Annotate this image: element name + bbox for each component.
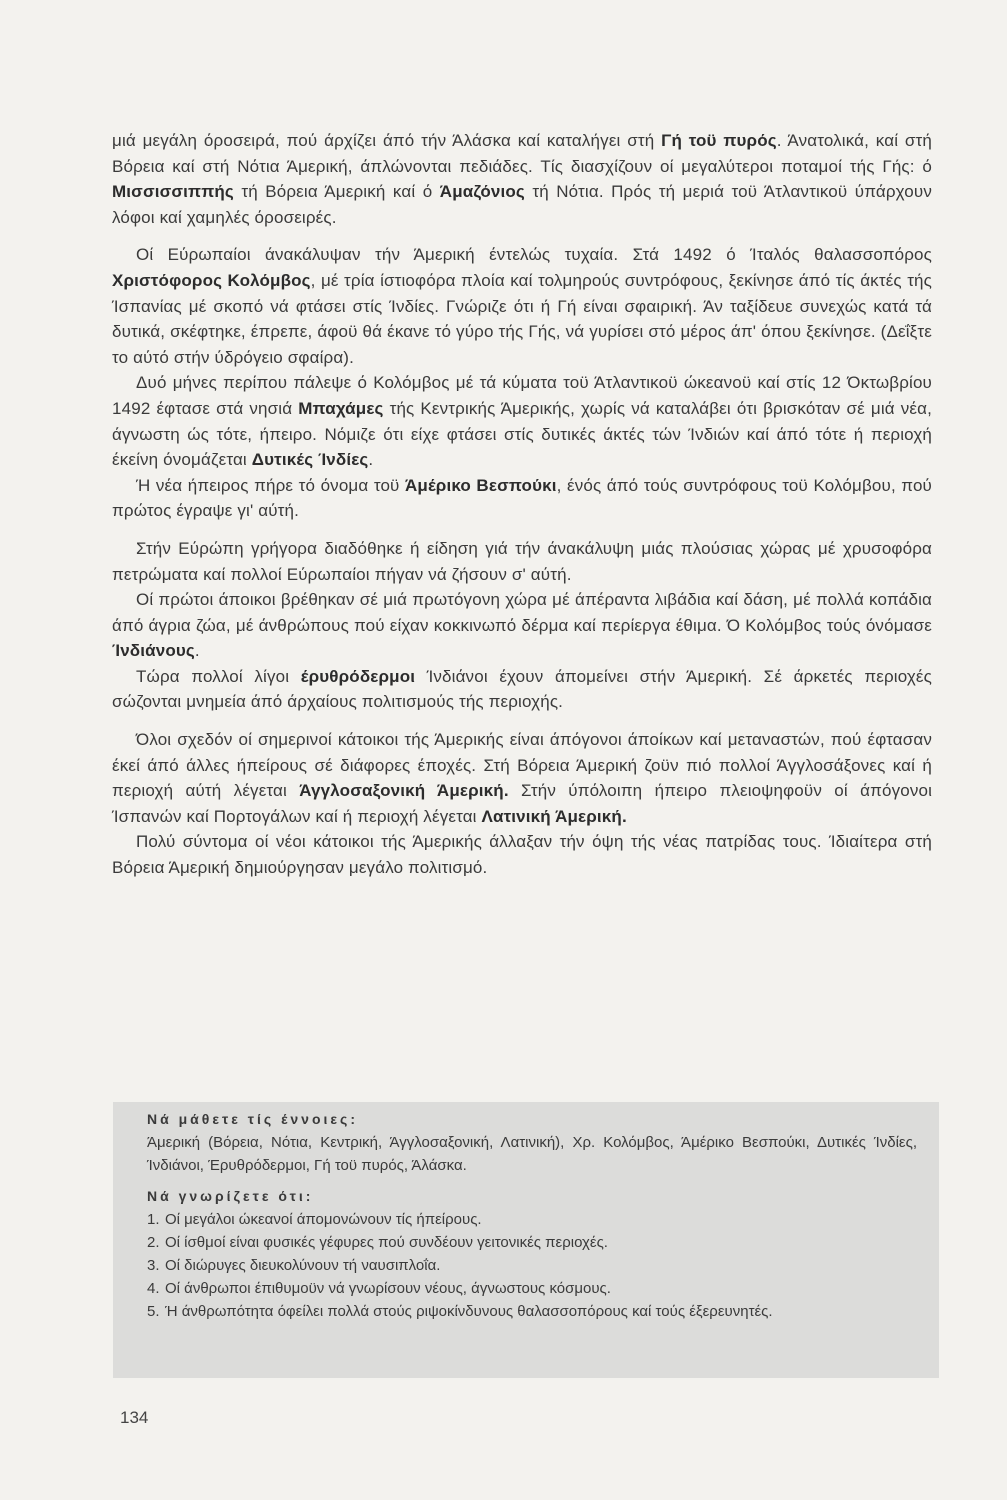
bold-term: Μπαχάμες (298, 398, 384, 418)
list-item: 3. Οί διώρυγες διευκολύνουν τή ναυσιπλοΐα. (147, 1257, 441, 1274)
paragraph: Στήν Εύρώπη γρήγορα διαδόθηκε ή είδηση γιά τήν άνακάλυψη μιάς πλούσιας χώρας μέ χρυσοφόρα πετρώματα καί πολλοί Εύρωπαίοι πήγαν νά ζήσουν σ' αύτή. (112, 538, 932, 584)
summary-box (113, 1102, 939, 1378)
paragraph: Πολύ σύντομα οί νέοι κάτοικοι τής Άμερικής άλλαξαν τήν όψη τής νέας πατρίδας τους. Ίδιαίτερα στή Βόρεια Άμερική δημιούργησαν μεγάλο πολιτισμό. (112, 832, 932, 878)
page-number: 134 (120, 1408, 149, 1427)
bold-term: Μισσισσιππής (112, 182, 234, 202)
paragraph: Οί Εύρωπαίοι άνακάλυψαν τήν Άμερική έντελώς τυχαία. Στά 1492 ό Ίταλός θαλασσοπόρος Χριστόφορος Κολόμβος, μέ τρία ίστιοφόρα πλοία καί τολμηρούς συντρόφους, ξεκίνησε άπό τίς άκτές τής Ίσπανίας μέ σκοπό νά φτάσει στίς Ίνδίες. Γνώριζε ότι ή Γή είναι σφαιρική. Άν ταξίδευε συνεχώς κατά τά δυτικά, σκέφτηκε, έπρεπε, άφοϋ θά έκανε τό γύρο τής Γής, νά γυρίσει στό μέρος άπ' όπου ξεκίνησε. (Δεΐξτε το αύτό στήν ύδρόγειο σφαίρα). (112, 245, 933, 367)
list-item: 1. Οί μεγάλοι ώκεανοί άπομονώνουν τίς ήπείρους. (147, 1211, 482, 1228)
facts-list (147, 1208, 917, 1323)
list-item: 5. Ή άνθρωπότητα όφείλει πολλά στούς ριψοκίνδυνους θαλασσοπόρους καί τούς έξερευνητές. (147, 1303, 773, 1320)
bold-term: Δυτικές Ίνδίες (251, 450, 369, 470)
bold-term: Χριστόφορος Κολόμβος (112, 270, 311, 290)
paragraph: Οί πρώτοι άποικοι βρέθηκαν σέ μιά πρωτόγονη χώρα μέ άπέραντα λιβάδια καί δάση, μέ πολλά κοπάδια άπό άγρια ζώα, μέ άνθρώπους πού είχαν κοκκινωπό δέρμα καί περίεργα έθιμα. Ό Κολόμβος τούς όνόμασε Ίνδιάνους. (112, 590, 932, 661)
list-item: 2. Οί ίσθμοί είναι φυσικές γέφυρες πού συνδέουν γειτονικές περιοχές. (147, 1234, 608, 1251)
bold-term: Άμέρικο Βεσπούκι (405, 475, 557, 495)
paragraph: Τώρα πολλοί λίγοι έρυθρόδερμοι Ίνδιάνοι έχουν άπομείνει στήν Άμερική. Σέ άρκετές περιοχές σώζονται μνημεία άπό άρχαίους πολιτισμούς τής περιοχής. (112, 666, 932, 712)
bold-term: Λατινική Άμερική. (481, 806, 627, 826)
bold-term: Ίνδιάνους (112, 641, 195, 661)
facts-heading: Νά γνωρίζετε ότι: (147, 1188, 314, 1204)
bold-term: Γή τοϋ πυρός (661, 131, 777, 150)
paragraph: Ή νέα ήπειρος πήρε τό όνομα τοϋ Άμέρικο Βεσπούκι, ένός άπό τούς συντρόφους τοϋ Κολόμβου, πού πρώτος έγραψε γι' αύτή. (112, 475, 932, 521)
concepts-text: Άμερική (Βόρεια, Νότια, Κεντρική, Άγγλοσαξονική, Λατινική), Χρ. Κολόμβος, Άμέρικο Βεσπούκι, Δυτικές Ίνδίες, Ίνδιάνοι, Έρυθρόδερμοι, Γή τοϋ πυρός, Άλάσκα. (147, 1134, 917, 1174)
bold-term: έρυθρόδερμοι (300, 666, 416, 686)
list-item: 4. Οί άνθρωποι έπιθυμοϋν νά γνωρίσουν νέους, άγνωστους κόσμους. (147, 1280, 611, 1297)
main-text (112, 128, 932, 881)
paragraph: Όλοι σχεδόν οί σημερινοί κάτοικοι τής Άμερικής είναι άπόγονοι άποίκων καί μεταναστών, πού έφτασαν έκεί άπό άλλες ήπείρους σέ διάφορες έποχές. Στή Βόρεια Άμερική ζοϋν πιό πολλοί Άγγλοσάξονες καί ή περιοχή αύτή λέγεται Άγγλοσαξονική Άμερική. Στήν ύπόλοιπη ήπειρο πλειοψηφοϋν οί άπόγονοι Ίσπανών καί Πορτογάλων καί ή περιοχή λέγεται Λατινική Άμερική. (112, 730, 933, 826)
paragraph: μιά μεγάλη όροσειρά, πού άρχίζει άπό τήν Άλάσκα καί καταλήγει στή Γή τοϋ πυρός. Άνατολικά, καί στή Βόρεια καί στή Νότια Άμερική, άπλώνονται πεδιάδες. Τίς διασχίζουν οί μεγαλύτεροι ποταμοί τής Γής: ό Μισσισσιππής τή Βόρεια Άμερική καί ό Άμαζόνιος τή Νότια. Πρός τή μεριά τοϋ Άτλαντικοϋ ύπάρχουν λόφοι καί χαμηλές όροσειρές. (112, 131, 933, 227)
bold-term: Άμαζόνιος (439, 182, 525, 202)
bold-term: Άγγλοσαξονική Άμερική. (299, 781, 509, 801)
concepts-heading: Νά μάθετε τίς έννοιες: (147, 1111, 358, 1127)
paragraph: Δυό μήνες περίπου πάλεψε ό Κολόμβος μέ τά κύματα τοϋ Άτλαντικοϋ ώκεανοϋ καί στίς 12 Όκτωβρίου 1492 έφτασε στά νησιά Μπαχάμες τής Κεντρικής Άμερικής, χωρίς νά καταλάβει ότι βρισκόταν σέ μιά νέα, άγνωστη ώς τότε, ήπειρο. Νόμιζε ότι είχε φτάσει στίς δυτικές άκτές τών Ίνδιών καί άπό τότε ή περιοχή έκείνη όνομάζεται Δυτικές Ίνδίες. (112, 373, 932, 470)
